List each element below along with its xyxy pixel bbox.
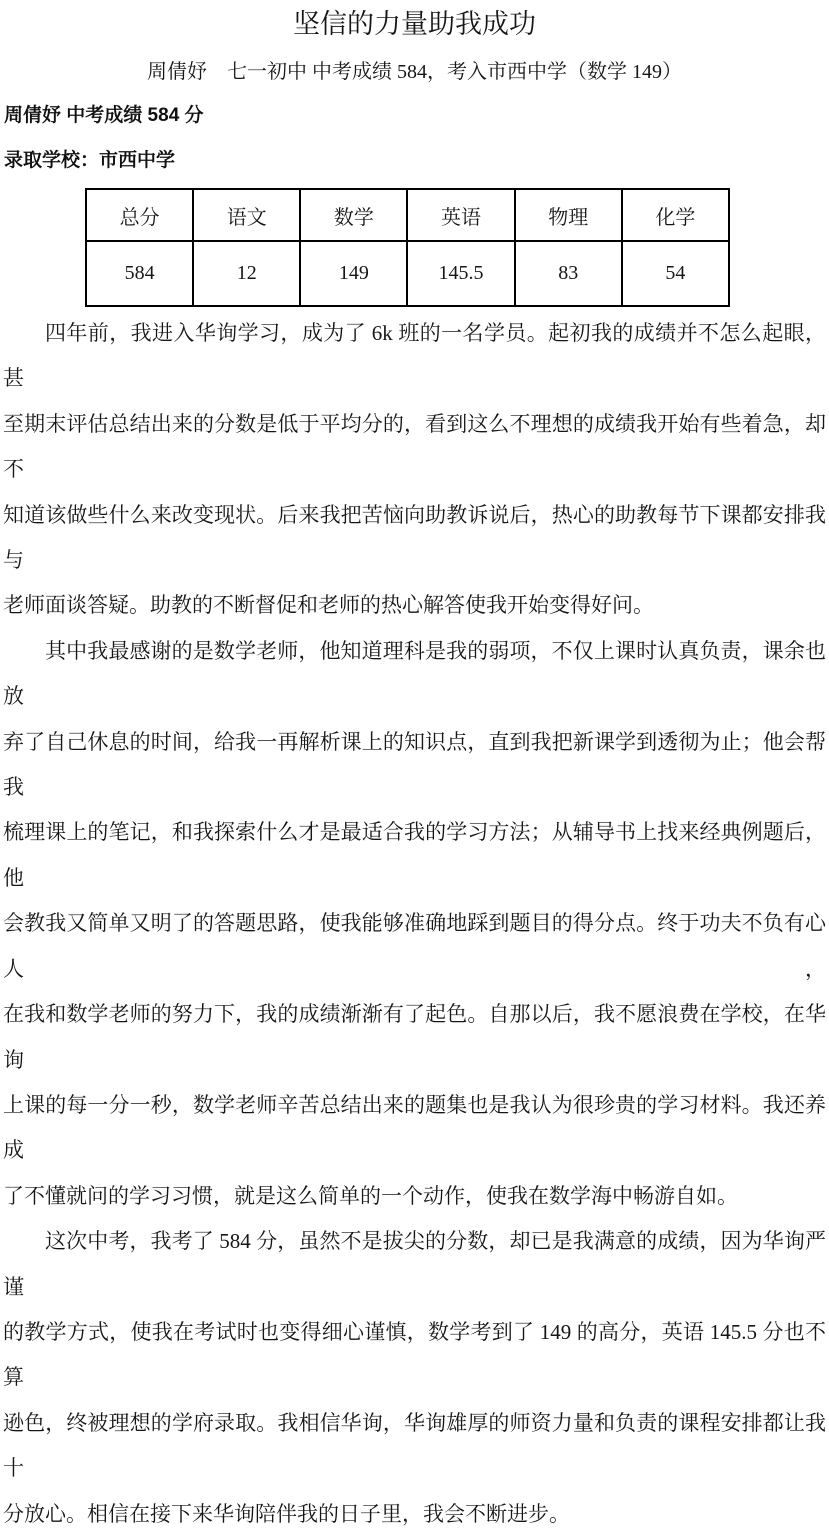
body-text-line: 梳理课上的笔记，和我探索什么才是最适合我的学习方法；从辅导书上找来经典例题后，他 — [3, 820, 826, 890]
body-text-line: 的教学方式，使我在考试时也变得细心谨慎，数学考到了 149 的高分，英语 145.5 分也不算 — [3, 1319, 826, 1390]
body-text-line: 在我和数学老师的努力下，我的成绩渐渐有了起色。自那以后，我不愿浪费在学校，在华询 — [3, 1002, 826, 1072]
body-text-line: 了不懂就问的学习习惯，就是这么简单的一个动作，使我在数学海中畅游自如。 — [3, 1183, 738, 1208]
essay-body — [0, 311, 829, 1537]
score-header-english: 英语 — [407, 189, 514, 241]
body-text-line: 分放心。相信在接下来华询陪伴我的日子里，我会不断进步。 — [3, 1501, 570, 1526]
body-text-line: 其中我最感谢的是数学老师，他知道理科是我的弱项，不仅上课时认真负责，课余也放 — [3, 638, 826, 709]
score-header-chinese: 语文 — [193, 189, 300, 241]
document-page — [0, 6, 829, 1526]
score-table-header-row — [86, 189, 729, 241]
body-text-line: 这次中考，我考了 584 分，虽然不是拔尖的分数，却已是我满意的成绩，因为华询严谨 — [3, 1229, 826, 1299]
page-title: 坚信的力量助我成功 — [293, 9, 536, 39]
body-text-line: 至期末评估总结出来的分数是低于平均分的，看到这么不理想的成绩我开始有些着急，却不 — [3, 411, 826, 482]
score-value-physics: 83 — [515, 241, 622, 306]
body-text-line: 会教我又简单又明了的答题思路，使我能够准确地踩到题目的得分点。终于功夫不负有心人， — [3, 911, 826, 981]
byline: 周倩妤 七一初中 中考成绩 584，考入市西中学（数学 149） — [147, 61, 682, 83]
student-score-line: 周倩妤 中考成绩 584 分 — [4, 105, 204, 126]
admitted-school-line: 录取学校：市西中学 — [4, 150, 176, 171]
body-text-line: 老师面谈答疑。助教的不断督促和老师的热心解答使我开始变得好问。 — [3, 593, 654, 618]
score-table — [85, 188, 730, 307]
body-text-line: 逊色，终被理想的学府录取。我相信华询，华询雄厚的师资力量和负责的课程安排都让我十 — [3, 1410, 826, 1481]
score-header-physics: 物理 — [515, 189, 622, 241]
score-value-total: 584 — [86, 241, 193, 306]
score-header-math: 数学 — [300, 189, 407, 241]
score-value-chemistry: 54 — [622, 241, 729, 306]
body-text-line: 弃了自己休息的时间，给我一再解析课上的知识点，直到我把新课学到透彻为止；他会帮我 — [3, 729, 826, 800]
score-value-math: 149 — [300, 241, 407, 306]
body-text-line: 上课的每一分一秒，数学老师辛苦总结出来的题集也是我认为很珍贵的学习材料。我还养成 — [3, 1092, 826, 1163]
body-text-line: 四年前，我进入华询学习，成为了 6k 班的一名学员。起初我的成绩并不怎么起眼，甚 — [3, 321, 826, 391]
score-value-english: 145.5 — [407, 241, 514, 306]
score-header-chemistry: 化学 — [622, 189, 729, 241]
score-table-value-row — [86, 241, 729, 306]
body-text-line: 知道该做些什么来改变现状。后来我把苦恼向助教诉说后，热心的助教每节下课都安排我与 — [3, 502, 826, 573]
score-value-chinese: 12 — [193, 241, 300, 306]
score-header-total: 总分 — [86, 189, 193, 241]
